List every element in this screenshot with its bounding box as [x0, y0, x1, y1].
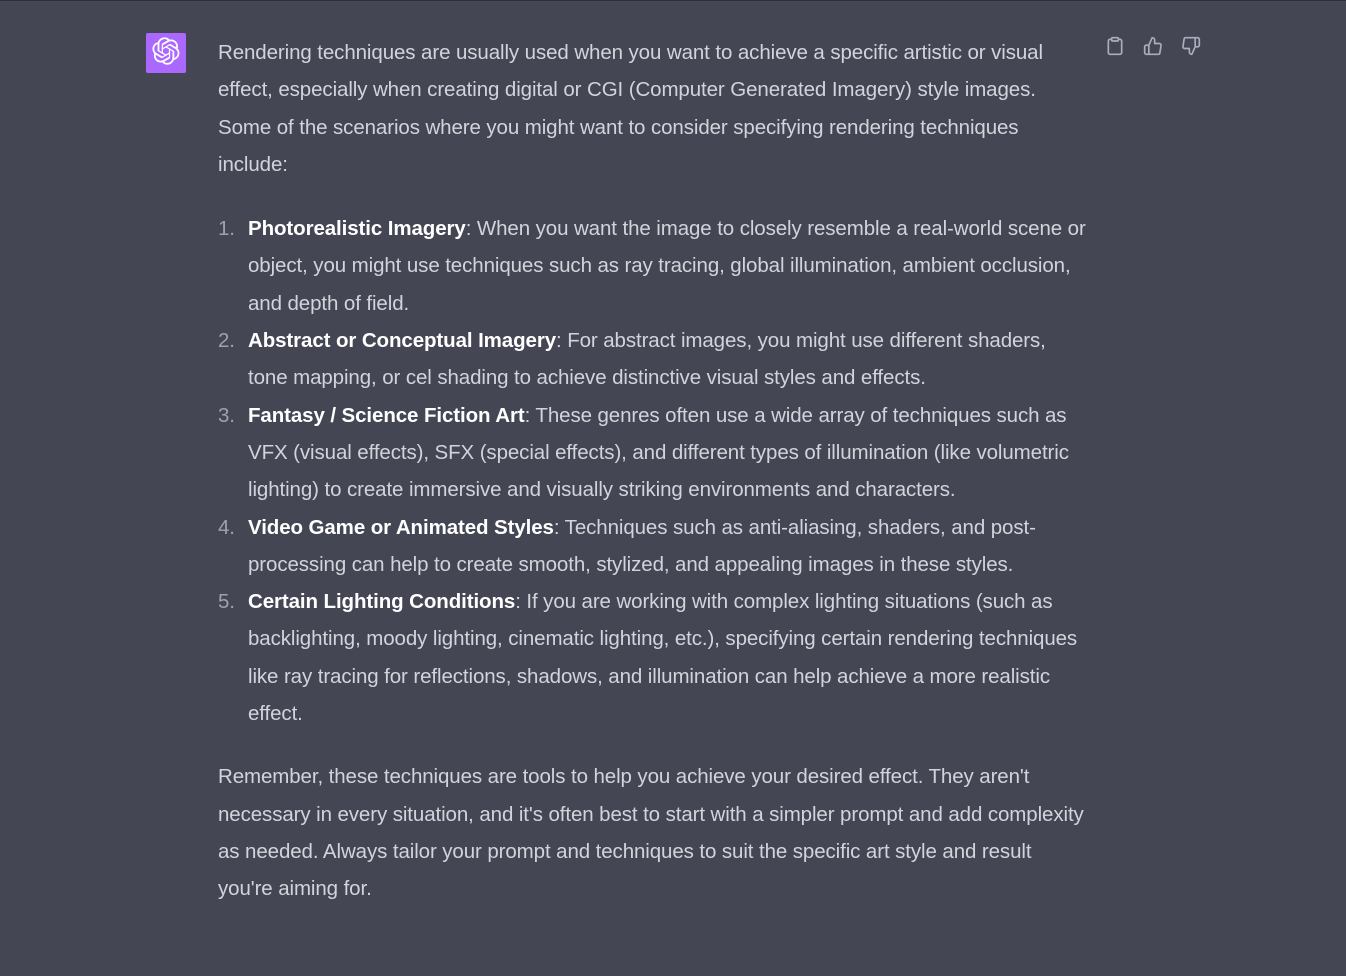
assistant-message [218, 34, 1088, 908]
thumbs-up-icon [1143, 36, 1163, 61]
thumbs-down-button[interactable] [1180, 36, 1202, 60]
list-item-title: Video Game or Animated Styles [248, 515, 554, 539]
list-item-text: : If you are working with complex lighting situations (such as backlighting, moody lighting, cinematic lighting, etc.), specifying certain rendering techniques like ray tracing for reflections, shadows, and illumination can help achieve a more realistic effect. [248, 590, 1078, 726]
list-item [218, 210, 1088, 322]
copy-button[interactable] [1104, 36, 1126, 60]
message-actions [1104, 36, 1202, 60]
openai-logo-icon [152, 37, 180, 70]
list-item-title: Fantasy / Science Fiction Art [248, 403, 525, 427]
list-item-number: 1. [218, 217, 235, 241]
list-item-number: 5. [218, 590, 235, 614]
list-item [218, 583, 1088, 732]
list-item-number: 4. [218, 515, 235, 539]
list-item-text: : For abstract images, you might use different shaders, tone mapping, or cel shading to achieve distinctive visual styles and effects. [248, 329, 1046, 390]
list-item-number: 3. [218, 403, 235, 427]
list-item-text: : Techniques such as anti-aliasing, shaders, and post-processing can help to create smooth, stylized, and appealing images in these styles. [248, 515, 1036, 576]
top-divider [0, 0, 1346, 1]
assistant-avatar [146, 33, 186, 73]
list-item [218, 322, 1088, 397]
list-item-title: Abstract or Conceptual Imagery [248, 329, 556, 353]
list-item-title: Photorealistic Imagery [248, 217, 466, 241]
message-outro: Remember, these techniques are tools to help you achieve your desired effect. They aren't necessary in every situation, and it's often best to start with a simpler prompt and add complexity as needed. Always tailor your prompt and techniques to suit the specific art style and result you're aiming for. [218, 765, 1084, 901]
thumbs-down-icon [1181, 36, 1201, 61]
techniques-list [218, 210, 1088, 732]
list-item [218, 509, 1088, 584]
list-item-number: 2. [218, 329, 235, 353]
list-item-text: : These genres often use a wide array of techniques such as VFX (visual effects), SFX (special effects), and different types of illumination (like volumetric lighting) to create immersive and visually striking environments and characters. [248, 403, 1069, 502]
thumbs-up-button[interactable] [1142, 36, 1164, 60]
message-intro: Rendering techniques are usually used when you want to achieve a specific artistic or visual effect, especially when creating digital or CGI (Computer Generated Imagery) style images. Some of the scenarios where you might want to consider specifying rendering techniques include: [218, 41, 1043, 176]
list-item-title: Certain Lighting Conditions [248, 590, 516, 614]
list-item-text: : When you want the image to closely resemble a real-world scene or object, you might use techniques such as ray tracing, global illumination, ambient occlusion, and depth of field. [248, 217, 1086, 315]
list-item [218, 397, 1088, 509]
clipboard-icon [1105, 36, 1125, 61]
